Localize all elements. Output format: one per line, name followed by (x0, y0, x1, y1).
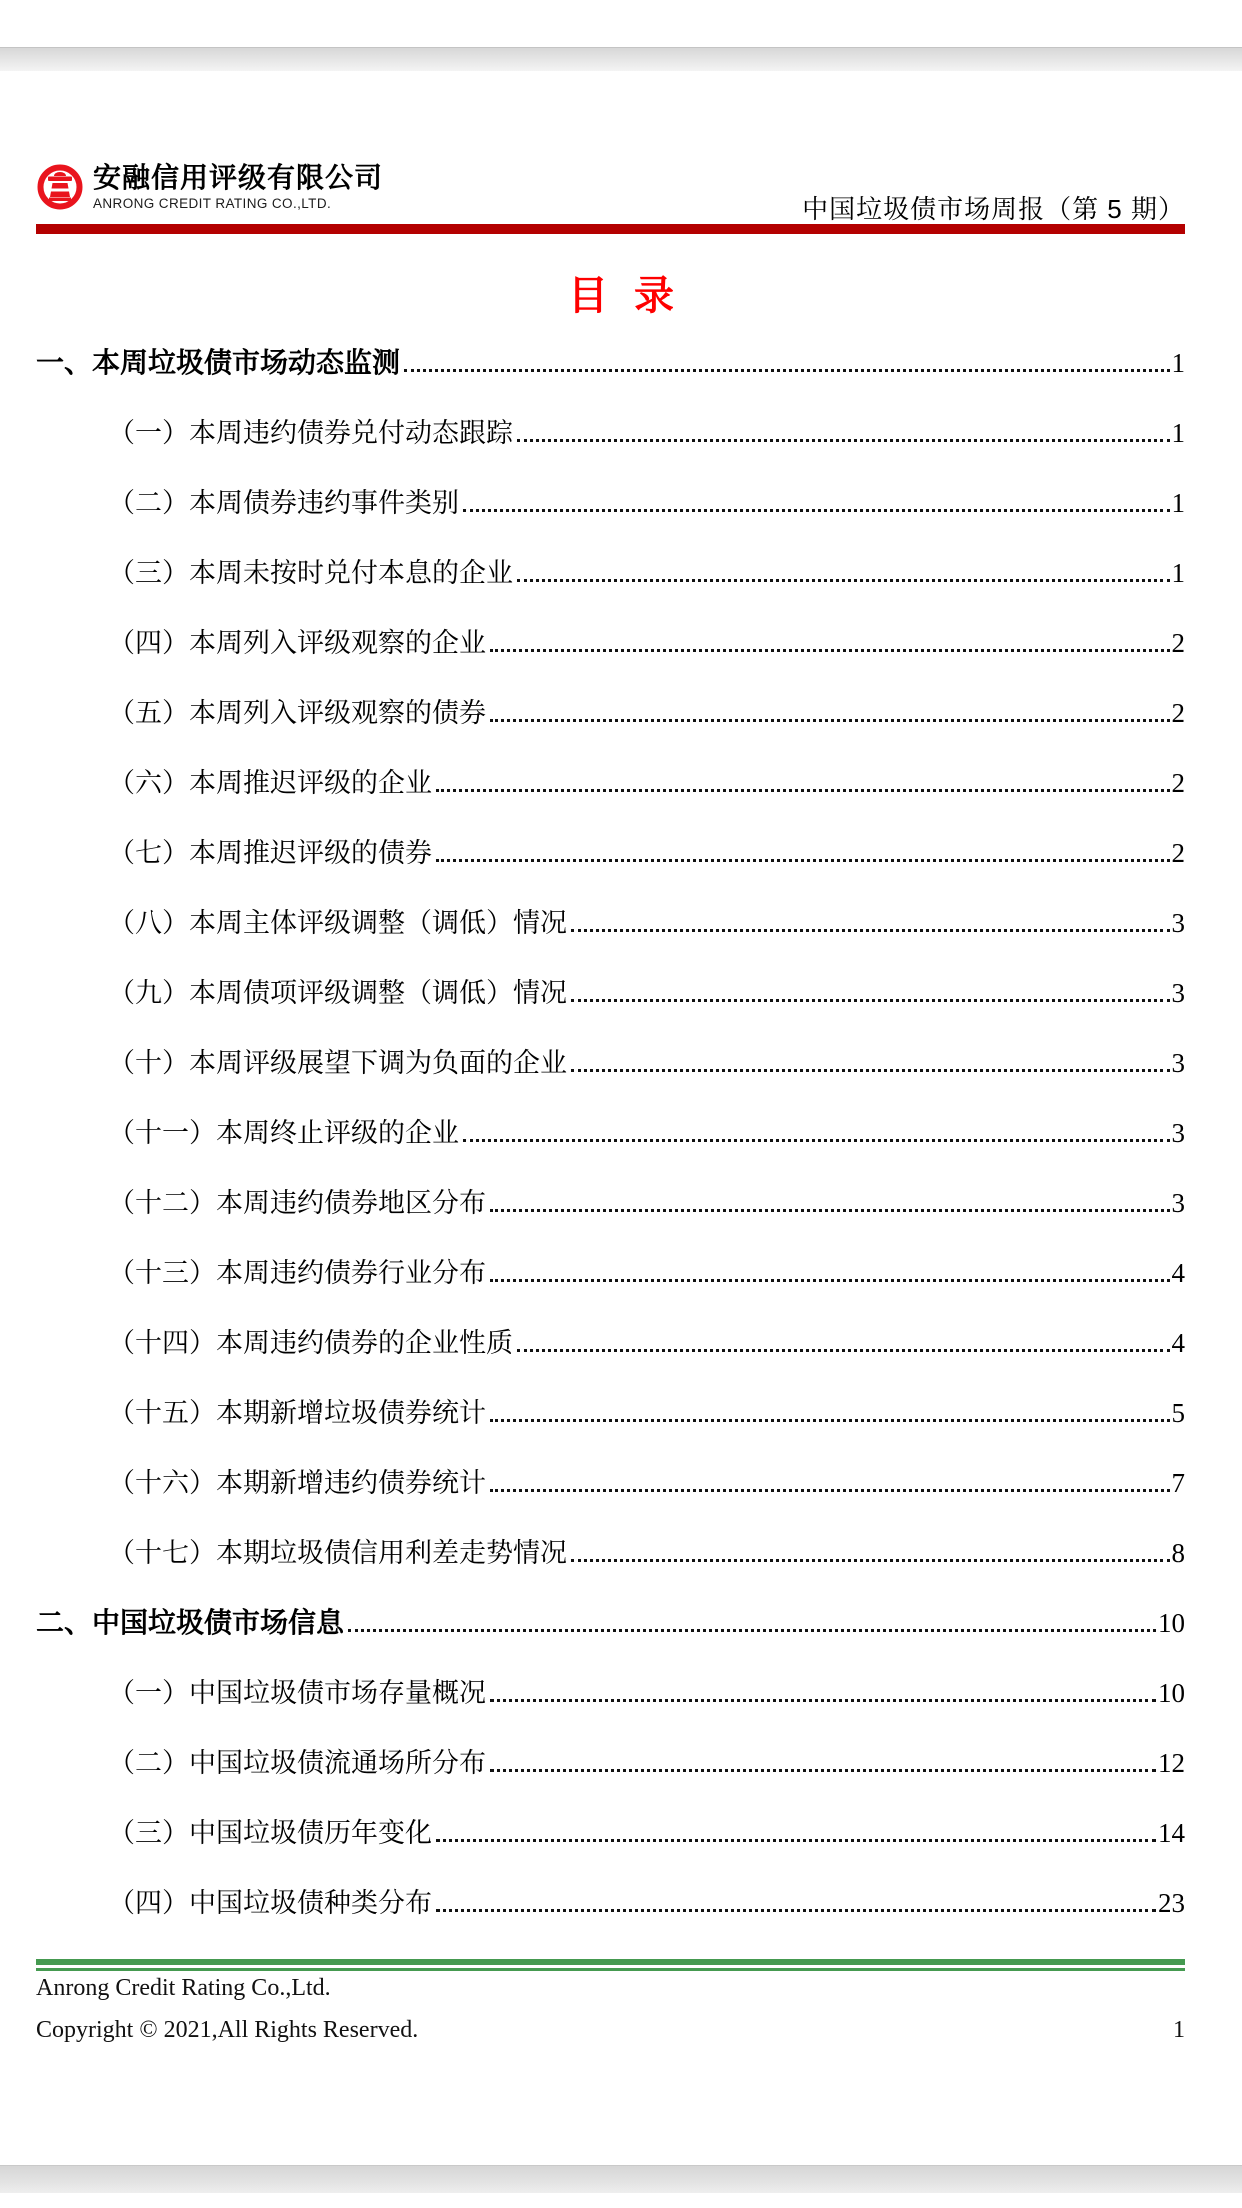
toc-entry-label: （四）中国垃圾债种类分布 (108, 1888, 432, 1918)
toc-entry[interactable] (36, 818, 1185, 888)
toc-dot-leader (517, 576, 1170, 582)
page-top-shadow-bar (0, 47, 1242, 71)
toc-entry-label: 二、中国垃圾债市场信息 (36, 1607, 345, 1638)
toc-page-number: 2 (1171, 698, 1185, 728)
toc-entry-label: （四）本周列入评级观察的企业 (108, 628, 486, 658)
toc-entry[interactable] (36, 608, 1185, 678)
header-rule (36, 224, 1185, 234)
toc-entry-label: （十四）本周违约债券的企业性质 (108, 1328, 513, 1358)
toc-entry[interactable] (36, 888, 1185, 958)
toc-entry[interactable] (36, 1518, 1185, 1588)
toc-page-number: 23 (1158, 1888, 1185, 1918)
toc-entry[interactable] (36, 1028, 1185, 1098)
toc-dot-leader (463, 506, 1170, 512)
toc-entry-label: （十六）本期新增违约债券统计 (108, 1468, 486, 1498)
toc-page-number: 4 (1171, 1328, 1185, 1358)
toc-entry-label: （二）中国垃圾债流通场所分布 (108, 1748, 486, 1778)
toc-page-number: 14 (1158, 1818, 1185, 1848)
toc-page-number: 7 (1171, 1468, 1185, 1498)
toc-dot-leader (490, 1416, 1170, 1422)
toc-page-number: 1 (1171, 418, 1185, 448)
toc-entry-label: 一、本周垃圾债市场动态监测 (36, 347, 401, 378)
toc-entry[interactable] (36, 1728, 1185, 1798)
toc-dot-leader (436, 1836, 1156, 1842)
toc-page-number: 4 (1171, 1258, 1185, 1288)
anrong-logo-icon (36, 163, 84, 211)
toc-entry[interactable] (36, 538, 1185, 608)
toc-dot-leader (490, 1696, 1156, 1702)
toc-entry[interactable] (36, 958, 1185, 1028)
toc-entry-label: （九）本周债项评级调整（调低）情况 (108, 978, 567, 1008)
toc-dot-leader (571, 926, 1170, 932)
toc-page-number: 3 (1171, 1188, 1185, 1218)
toc-entry-label: （七）本周推迟评级的债券 (108, 838, 432, 868)
toc-page-number: 1 (1171, 488, 1185, 518)
toc-dot-leader (436, 856, 1170, 862)
toc-entry-label: （十五）本期新增垃圾债券统计 (108, 1398, 486, 1428)
toc-dot-leader (463, 1136, 1170, 1142)
footer-rule (36, 1959, 1185, 1971)
toc-page-number: 8 (1171, 1538, 1185, 1568)
toc-entry-label: （六）本周推迟评级的企业 (108, 768, 432, 798)
toc-entry[interactable] (36, 748, 1185, 818)
toc-entry[interactable] (36, 1098, 1185, 1168)
toc-entry-label: （十一）本周终止评级的企业 (108, 1118, 459, 1148)
toc-dot-leader (490, 1206, 1170, 1212)
footer-copyright: Copyright © 2021,All Rights Reserved. (36, 2017, 419, 2043)
toc-page-number: 1 (1171, 558, 1185, 588)
toc-entry[interactable] (36, 398, 1185, 468)
toc-dot-leader (490, 646, 1170, 652)
toc-page-number: 3 (1171, 1048, 1185, 1078)
toc-entry-label: （三）中国垃圾债历年变化 (108, 1818, 432, 1848)
toc-dot-leader (404, 366, 1169, 372)
toc-entry[interactable] (36, 1168, 1185, 1238)
company-logo (36, 163, 383, 211)
toc-entry[interactable] (36, 1448, 1185, 1518)
toc-dot-leader (517, 1346, 1170, 1352)
toc-entry[interactable] (36, 1798, 1185, 1868)
toc-dot-leader (571, 996, 1170, 1002)
toc-entry[interactable] (36, 1658, 1185, 1728)
toc-entry-label: （十三）本周违约债券行业分布 (108, 1258, 486, 1288)
toc-list (36, 328, 1185, 1938)
toc-dot-leader (517, 436, 1170, 442)
toc-dot-leader (490, 1486, 1170, 1492)
toc-entry[interactable] (36, 328, 1185, 398)
toc-entry-label: （十）本周评级展望下调为负面的企业 (108, 1048, 567, 1078)
company-name-en: ANRONG CREDIT RATING CO.,LTD. (93, 195, 332, 211)
toc-entry[interactable] (36, 468, 1185, 538)
toc-entry[interactable] (36, 1238, 1185, 1308)
toc-dot-leader (490, 716, 1170, 722)
toc-entry[interactable] (36, 1588, 1185, 1658)
toc-dot-leader (436, 786, 1170, 792)
toc-entry[interactable] (36, 1308, 1185, 1378)
page-bottom-shadow-bar (0, 2165, 1242, 2193)
toc-entry-label: （十二）本周违约债券地区分布 (108, 1188, 486, 1218)
company-name-cn: 安融信用评级有限公司 (93, 162, 384, 193)
toc-entry-label: （八）本周主体评级调整（调低）情况 (108, 908, 567, 938)
toc-dot-leader (571, 1556, 1170, 1562)
toc-dot-leader (490, 1766, 1156, 1772)
toc-entry[interactable] (36, 1378, 1185, 1448)
page-footer (36, 1973, 1185, 2045)
toc-dot-leader (490, 1276, 1170, 1282)
toc-entry[interactable] (36, 1868, 1185, 1938)
toc-entry-label: （十七）本期垃圾债信用利差走势情况 (108, 1538, 567, 1568)
toc-entry-label: （一）本周违约债券兑付动态跟踪 (108, 418, 513, 448)
toc-entry-label: （三）本周未按时兑付本息的企业 (108, 558, 513, 588)
toc-page-number: 1 (1171, 348, 1185, 378)
toc-dot-leader (436, 1906, 1156, 1912)
toc-page-number: 3 (1171, 1118, 1185, 1148)
toc-page-number: 3 (1171, 978, 1185, 1008)
report-title: 中国垃圾债市场周报（第 5 期） (802, 194, 1185, 224)
toc-title: 目 录 (568, 273, 674, 318)
footer-company: Anrong Credit Rating Co.,Ltd. (36, 1975, 331, 2001)
toc-dot-leader (571, 1066, 1170, 1072)
toc-entry[interactable] (36, 678, 1185, 748)
toc-page-number: 2 (1171, 628, 1185, 658)
toc-page-number: 5 (1171, 1398, 1185, 1428)
toc-entry-label: （一）中国垃圾债市场存量概况 (108, 1678, 486, 1708)
toc-page-number: 2 (1171, 838, 1185, 868)
toc-dot-leader (348, 1626, 1156, 1632)
toc-page-number: 2 (1171, 768, 1185, 798)
footer-page-number: 1 (1173, 2017, 1185, 2043)
toc-entry-label: （二）本周债券违约事件类别 (108, 488, 459, 518)
toc-page-number: 12 (1158, 1748, 1185, 1778)
toc-page-number: 10 (1158, 1678, 1185, 1708)
toc-entry-label: （五）本周列入评级观察的债券 (108, 698, 486, 728)
toc-page-number: 10 (1158, 1608, 1185, 1638)
toc-page-number: 3 (1171, 908, 1185, 938)
